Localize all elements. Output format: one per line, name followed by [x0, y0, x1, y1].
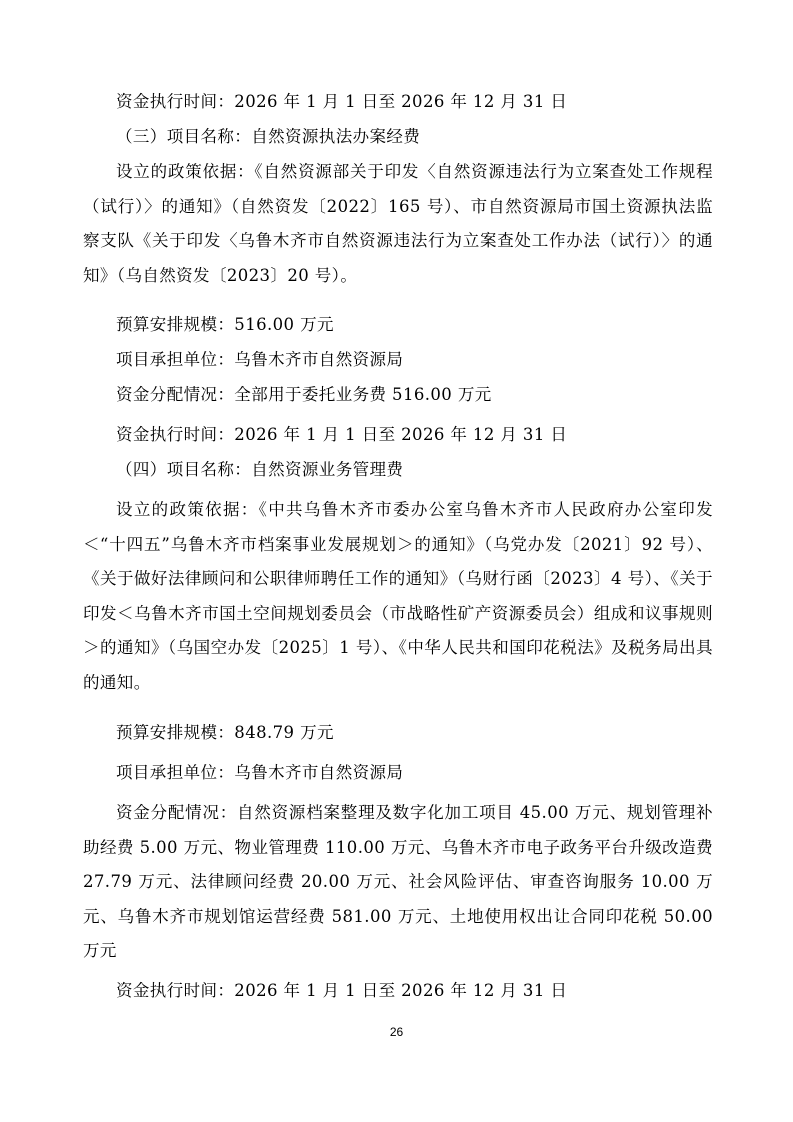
project-4-responsible-unit: 项目承担单位：乌鲁木齐市自然资源局	[116, 763, 404, 782]
fund-execution-time-3: 资金执行时间：2026 年 1 月 1 日至 2026 年 12 月 31 日	[116, 981, 568, 1000]
project-3-policy-basis: 设立的政策依据：《自然资源部关于印发〈自然资源违法行为立案查处工作规程（试行）〉的通知》（自然资发〔2022〕165 号）、市自然资源局市国土资源执法监察支队《关于印发〈乌鲁木齐市自然资源违法行为立案查处工作办法（试行）〉的通知》（乌自然资发〔2023〕20 号）。	[83, 162, 713, 285]
fund-execution-time-2: 资金执行时间：2026 年 1 月 1 日至 2026 年 12 月 31 日	[116, 425, 568, 444]
project-3-responsible-unit: 项目承担单位：乌鲁木齐市自然资源局	[116, 350, 404, 369]
project-4-policy-basis: 设立的政策依据：《中共乌鲁木齐市委办公室乌鲁木齐市人民政府办公室印发＜“十四五”乌鲁木齐市档案事业发展规划＞的通知》（乌党办发〔2021〕92 号）、《关于做好法律顾问和公职律师聘任工作的通知》（乌财行函〔2023〕4 号）、《关于印发＜乌鲁木齐市国土空间规划委员会（市战略性矿产资源委员会）组成和议事规则＞的通知》（乌国空办发〔2025〕1 号）、《中华人民共和国印花税法》及税务局出具的通知。	[83, 500, 713, 692]
project-3-budget-scale: 预算安排规模：516.00 万元	[116, 315, 334, 334]
project-3-heading: （三）项目名称：自然资源执法办案经费	[116, 127, 421, 146]
project-3-fund-allocation: 资金分配情况：全部用于委托业务费 516.00 万元	[116, 385, 492, 404]
fund-execution-time-1: 资金执行时间：2026 年 1 月 1 日至 2026 年 12 月 31 日	[116, 92, 568, 111]
project-4-heading: （四）项目名称：自然资源业务管理费	[116, 460, 404, 479]
project-4-budget-scale: 预算安排规模：848.79 万元	[116, 723, 334, 742]
page-number: 26	[389, 1025, 404, 1039]
project-4-fund-allocation: 资金分配情况：自然资源档案整理及数字化加工项目 45.00 万元、规划管理补助经费 5.00 万元、物业管理费 110.00 万元、乌鲁木齐市电子政务平台升级改造费 27.79 万元、法律顾问经费 20.00 万元、社会风险评估、审查咨询服务 10.00 万元、乌鲁木齐市规划馆运营经费 581.00 万元、土地使用权出让合同印花税 50.00 万元	[83, 803, 713, 960]
